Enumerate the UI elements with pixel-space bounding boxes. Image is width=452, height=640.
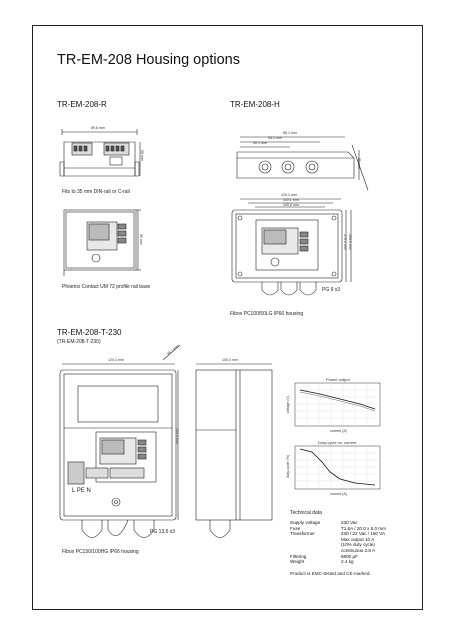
dim-t-side-w: 100,0 mm [222, 358, 238, 362]
dim-h-front-h2: 160,0 mm [348, 234, 352, 250]
power-chart-xlabel: current (A) [330, 429, 347, 433]
r-top-view [60, 129, 140, 176]
t-front-view [60, 345, 180, 538]
dim-t-diag: 99,1 mm [166, 343, 180, 357]
tech-value: (10% duty cycle) [341, 542, 375, 548]
tech-key: Fuse [290, 525, 301, 531]
caption-t-terminals: L PE N [72, 488, 91, 494]
dim-r-height: 58 mm [140, 150, 144, 161]
tech-value: Max output 10 A [341, 536, 375, 542]
caption-r-rail: Fits to 35 mm DIN-rail or C-rail [62, 189, 130, 195]
r-front-view [64, 210, 141, 276]
dim-r-side-h: 90 mm [139, 234, 143, 245]
section-title-t230: TR-EM-208-T-230 [57, 328, 122, 337]
tech-heading: Technical data [290, 510, 322, 516]
dim-t-front-w: 120,1 mm [108, 358, 124, 362]
tech-footer: Product is EMC-tested and CE-marked. [290, 571, 371, 576]
dim-h-front-w1: 120,1 mm [281, 193, 297, 197]
duty-chart-title: Duty-cycle vs. current [318, 440, 357, 445]
caption-r-profile: Phoenix Contact UM 72 profile rail base [62, 284, 151, 290]
page-title: TR-EM-208 Housing options [57, 52, 240, 68]
dim-r-width: 89,6 mm [91, 126, 105, 130]
power-chart-title: Power output [326, 377, 350, 382]
tech-value: 230 Vac [341, 520, 358, 525]
t-side-view [196, 364, 272, 538]
tech-key: Transformer [290, 531, 315, 537]
tech-value: 2.4 kg [341, 559, 354, 565]
dim-h-top-b: 55,1 mm [268, 136, 282, 140]
dim-h-top-a: 85,1 mm [283, 131, 297, 135]
tech-value: 230 / 22 Vac / 150 VA [341, 531, 386, 537]
power-chart-ylabel: voltage (V) [286, 396, 290, 414]
dim-h-side: 80 mm [357, 158, 361, 169]
caption-t-pg: PG 13,5 x3 [150, 529, 176, 535]
caption-h-pg: PG 9 x3 [322, 287, 341, 293]
duty-chart [295, 446, 380, 489]
dim-h-front-w2: 110,1 mm [283, 198, 299, 202]
tech-key: Weight [290, 559, 305, 565]
dim-h-top-c: 40,1 mm [253, 141, 267, 145]
section-title-h: TR-EM-208-H [230, 100, 280, 109]
power-chart [295, 383, 380, 426]
duty-chart-xlabel: current (A) [330, 492, 347, 496]
section-subtitle-t230: (TR-EM-208-T-230) [57, 339, 101, 345]
dim-t-front-h: 200,0 mm [175, 428, 179, 444]
tech-key: Filtering [290, 553, 307, 559]
tech-key: Supply voltage [290, 520, 321, 525]
h-front-view [232, 199, 351, 295]
dim-h-front-w3: 100,0 mm [283, 203, 299, 207]
duty-chart-ylabel: duty-cycle (%) [286, 455, 290, 478]
dim-h-front-h1: 170,0 mm [343, 234, 347, 250]
caption-t-housing: Fibox PC150/100HG IP66 housing [62, 549, 139, 555]
caption-h-housing: Fibox PC100/50LG IP66 housing [230, 311, 304, 317]
tech-value: 6800 µF [341, 553, 358, 559]
tech-value: continuous 3.8 A [341, 548, 375, 553]
tech-value: T1.6A / 20.0 x 5.0 mm [341, 525, 386, 531]
section-title-r: TR-EM-208-R [57, 100, 107, 109]
